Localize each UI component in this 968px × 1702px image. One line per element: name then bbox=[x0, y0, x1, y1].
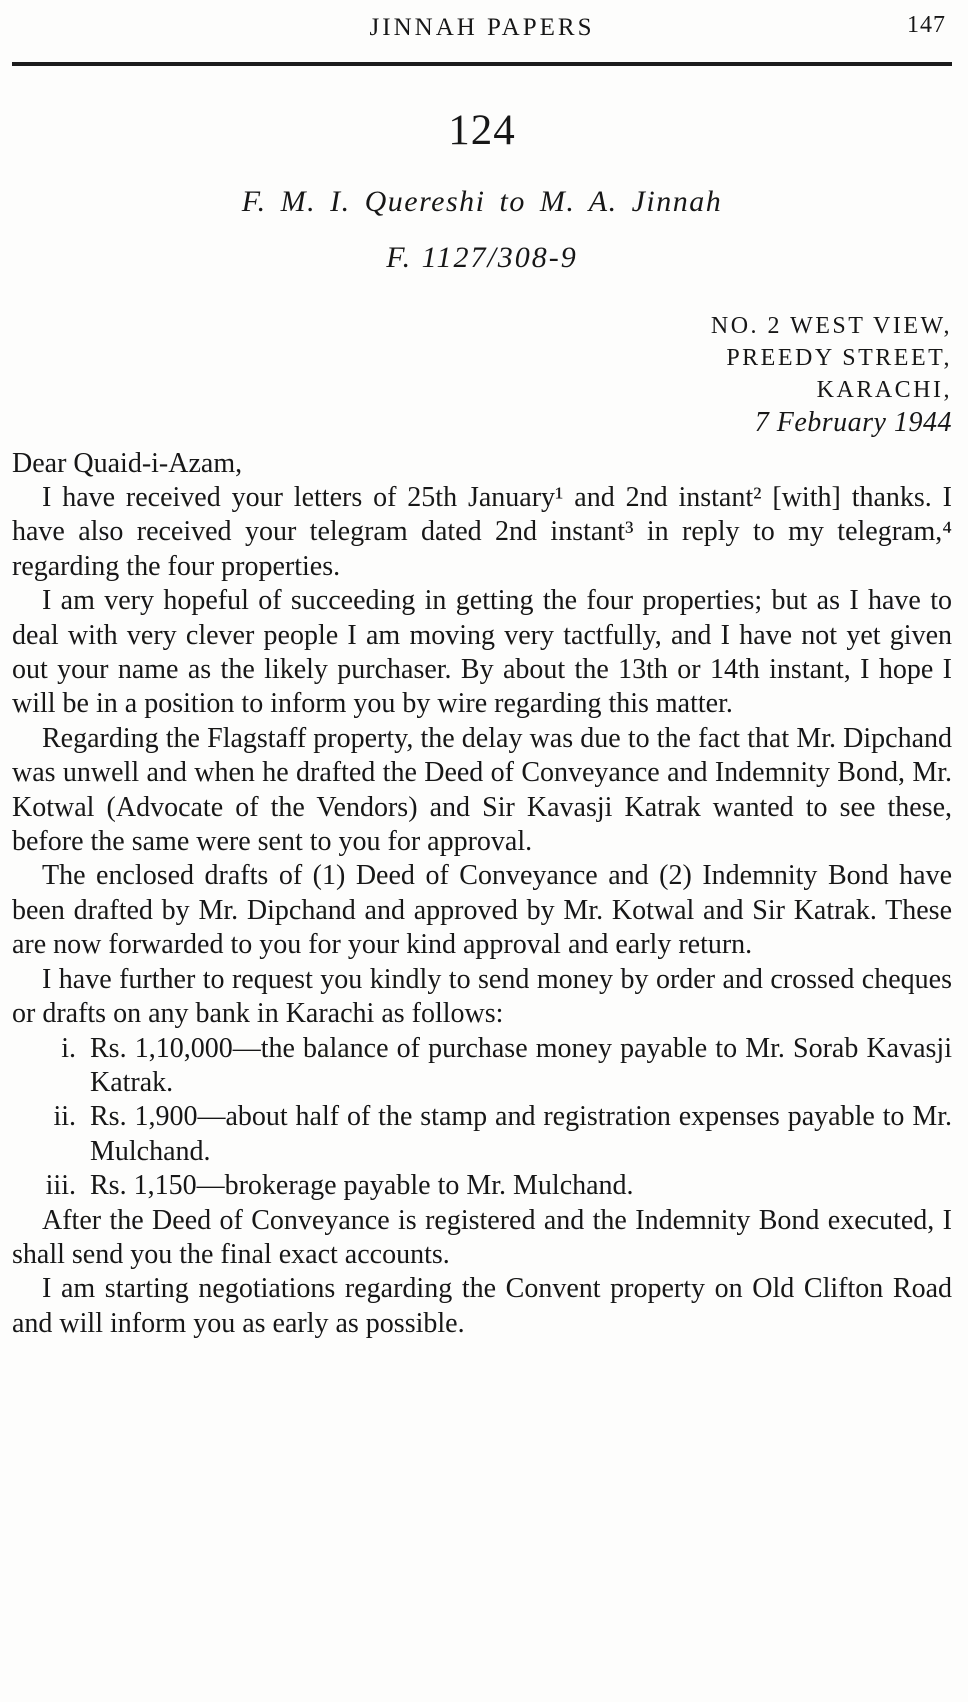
paragraph-1: I have received your letters of 25th January¹ and 2nd instant² [with] thanks. I have also received your telegram dated 2nd instant³ in reply to my telegram,⁴ regarding the four properties. bbox=[12, 482, 952, 582]
list-item-text-iii: Rs. 1,150—brokerage payable to Mr. Mulchand. bbox=[90, 1170, 634, 1202]
list-marker-i: i. bbox=[61, 1032, 76, 1064]
list-item-text-i: Rs. 1,10,000—the balance of purchase money payable to Mr. Sorab Kavasji Katrak. bbox=[90, 1032, 952, 1098]
document-title: F. M. I. Quereshi to M. A. Jinnah bbox=[241, 185, 723, 218]
payments-list bbox=[12, 1032, 952, 1204]
paragraph-2: I am very hopeful of succeeding in getting the four properties; but as I have to deal with very clever people I am moving very tactfully, and I have not yet given out your name as the likely purchaser. By about the 13th or 14th instant, I hope I will be in a position to inform you by wire regarding this matter. bbox=[12, 585, 952, 720]
page-header bbox=[12, 12, 952, 48]
list-item-ii bbox=[12, 1100, 952, 1169]
list-marker-ii: ii. bbox=[53, 1101, 76, 1133]
paragraph-7: I am starting negotiations regarding the Convent property on Old Clifton Road and will inform you as early as possible. bbox=[12, 1273, 952, 1339]
letter-body bbox=[12, 447, 952, 1341]
letter-date: 7 February 1944 bbox=[754, 407, 952, 438]
paragraph-4: The enclosed drafts of (1) Deed of Conveyance and (2) Indemnity Bond have been drafted by Mr. Dipchand and approved by Mr. Kotwal and Sir Katrak. These are now forwarded to you for your kind approval and early return. bbox=[12, 860, 952, 961]
page-number: 147 bbox=[907, 12, 946, 38]
paragraph-3: Regarding the Flagstaff property, the delay was due to the fact that Mr. Dipchand was unwell and when he drafted the Deed of Conveyance and Indemnity Bond, Mr. Kotwal (Advocate of the Vendors) and Sir Kavasji Katrak wanted to see these, before the same were sent to you for approval. bbox=[12, 722, 952, 858]
sender-address-block bbox=[12, 310, 952, 439]
list-marker-iii: iii. bbox=[45, 1170, 76, 1202]
header-rule bbox=[12, 62, 952, 66]
paragraph-5: I have further to request you kindly to send money by order and crossed cheques or drafts on any bank in Karachi as follows: bbox=[12, 963, 952, 1030]
list-item-iii bbox=[12, 1169, 952, 1203]
paragraph-6: After the Deed of Conveyance is registered and the Indemnity Bond executed, I shall send you the final exact accounts. bbox=[12, 1204, 952, 1270]
list-item-i bbox=[12, 1032, 952, 1101]
address-line-2: PREEDY STREET, bbox=[726, 345, 952, 371]
address-line-3: KARACHI, bbox=[816, 377, 952, 403]
address-line-1: NO. 2 WEST VIEW, bbox=[710, 313, 952, 339]
running-head-title: JINNAH PAPERS bbox=[369, 14, 595, 41]
list-item-text-ii: Rs. 1,900—about half of the stamp and registration expenses payable to Mr. Mulchand. bbox=[90, 1101, 952, 1167]
document-reference: F. 1127/308-9 bbox=[386, 241, 578, 274]
salutation: Dear Quaid-i-Azam, bbox=[12, 448, 243, 479]
document-number: 124 bbox=[448, 107, 516, 154]
